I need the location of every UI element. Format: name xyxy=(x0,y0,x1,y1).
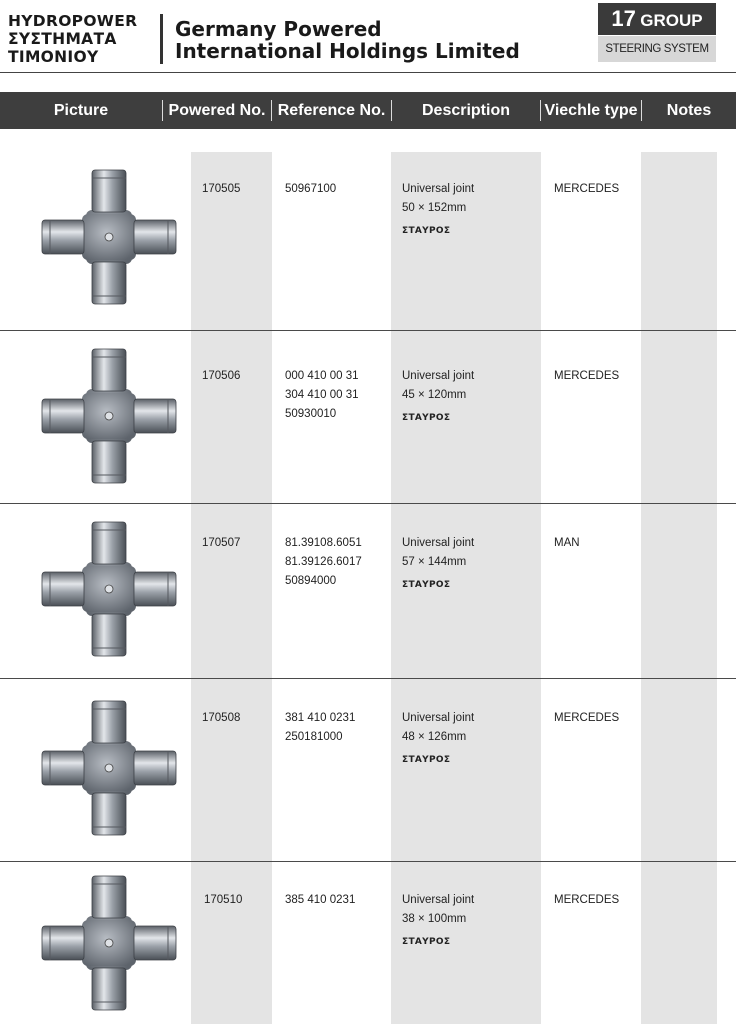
greek-name: ΣΤΑΥΡΟΣ xyxy=(402,755,451,765)
reference-line: 381 410 0231 xyxy=(285,712,356,724)
powered-no: 170508 xyxy=(202,712,241,724)
reference-no xyxy=(285,534,362,591)
description-text: Universal joint xyxy=(402,370,475,382)
brand-line-2: ΣΥΣΤΗΜΑΤΑ xyxy=(8,30,117,48)
reference-line: 250181000 xyxy=(285,731,343,743)
brand-line-1: HYDROPOWER xyxy=(8,12,138,30)
company-line-1: Germany Powered xyxy=(175,17,382,41)
reference-line: 81.39108.6051 xyxy=(285,537,362,549)
vehicle-type: MERCEDES xyxy=(554,370,620,382)
table-row xyxy=(0,152,736,330)
powered-no: 170510 xyxy=(204,894,243,906)
reference-no xyxy=(285,891,355,910)
greek-name: ΣΤΑΥΡΟΣ xyxy=(402,937,451,947)
table-row xyxy=(0,504,736,678)
description xyxy=(402,367,474,428)
size-text: 48 × 126mm xyxy=(402,731,467,743)
reference-line: 50894000 xyxy=(285,575,337,587)
column-header-reference-no: Reference No. xyxy=(277,102,386,119)
vehicle-type: MERCEDES xyxy=(554,894,620,906)
description xyxy=(402,709,474,770)
greek-name: ΣΤΑΥΡΟΣ xyxy=(402,413,451,423)
size-text: 45 × 120mm xyxy=(402,389,467,401)
size-text: 57 × 144mm xyxy=(402,556,467,568)
powered-no: 170506 xyxy=(202,370,241,382)
vehicle-type: MAN xyxy=(554,537,580,549)
description-text: Universal joint xyxy=(402,537,475,549)
description xyxy=(402,534,474,595)
group-label: GROUP xyxy=(640,11,703,30)
universal-joint-image xyxy=(34,693,184,843)
reference-line: 50930010 xyxy=(285,408,337,420)
section-label: STEERING SYSTEM xyxy=(598,36,716,62)
size-text: 50 × 152mm xyxy=(402,202,467,214)
vehicle-type: MERCEDES xyxy=(554,712,620,724)
powered-no: 170505 xyxy=(202,183,241,195)
reference-line: 81.39126.6017 xyxy=(285,556,362,568)
universal-joint-image xyxy=(34,514,184,664)
powered-no: 170507 xyxy=(202,537,241,549)
universal-joint-image xyxy=(34,162,184,312)
description-text: Universal joint xyxy=(402,183,475,195)
description-text: Universal joint xyxy=(402,894,475,906)
column-header-picture: Picture xyxy=(53,102,109,119)
company-line-2: International Holdings Limited xyxy=(175,39,520,63)
universal-joint-image xyxy=(34,868,184,1018)
reference-line: 385 410 0231 xyxy=(285,894,356,906)
greek-name: ΣΤΑΥΡΟΣ xyxy=(402,580,451,590)
description xyxy=(402,891,474,952)
reference-line: 50967100 xyxy=(285,183,337,195)
vehicle-type: MERCEDES xyxy=(554,183,620,195)
description-text: Universal joint xyxy=(402,712,475,724)
table-row xyxy=(0,331,736,503)
size-text: 38 × 100mm xyxy=(402,913,467,925)
reference-line: 000 410 00 31 xyxy=(285,370,359,382)
table-row xyxy=(0,679,736,861)
reference-no xyxy=(285,367,359,424)
reference-no xyxy=(285,709,355,747)
column-header-powered-no: Powered No. xyxy=(168,102,266,119)
column-header-notes: Notes xyxy=(666,102,712,119)
reference-line: 304 410 00 31 xyxy=(285,389,359,401)
group-number: 17 xyxy=(611,6,636,31)
greek-name: ΣΤΑΥΡΟΣ xyxy=(402,226,451,236)
column-header-vehicle-type: Viechle type xyxy=(544,102,638,119)
column-header-description: Description xyxy=(421,102,510,119)
table-row xyxy=(0,862,736,1024)
brand-line-3: ΤΙΜΟΝΙΟΥ xyxy=(8,48,99,66)
description xyxy=(402,180,474,241)
reference-no xyxy=(285,180,336,199)
universal-joint-image xyxy=(34,341,184,491)
